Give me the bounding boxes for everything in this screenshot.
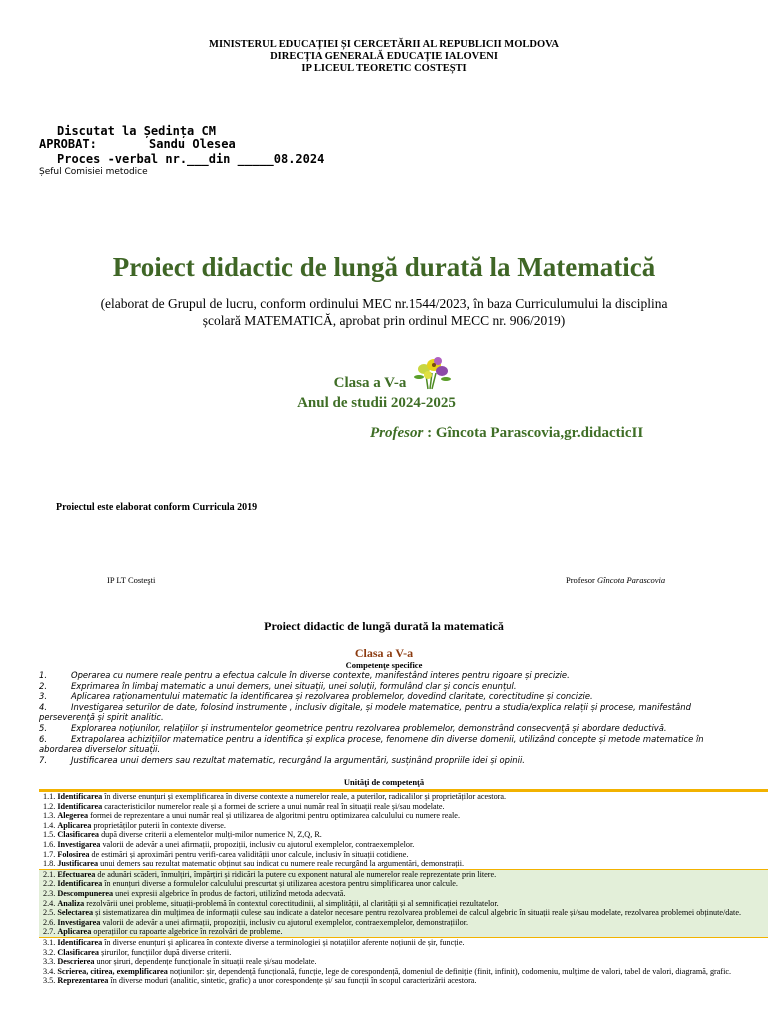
unit-verb: Descrierea — [57, 957, 95, 967]
unit-number: 2.1. — [43, 869, 58, 879]
unit-number: 1.3. — [43, 811, 58, 821]
table-row — [39, 802, 768, 812]
competence-number: 5. — [39, 722, 47, 733]
table-row — [39, 791, 768, 802]
unit-text: rezolvării unei probleme, situații-problemă în contextul corectitudinii, al simplității, al clarității și al semnificației rezultatelor. — [84, 898, 499, 908]
unit-number: 1.4. — [43, 820, 58, 830]
competence-item — [39, 670, 729, 681]
unit-text: de adunări scăderi, înmulțiri, împărțiri și ridicări la putere cu exponent natural ale numerelor reale reprezentate prin litere. — [95, 869, 497, 879]
unit-verb: Identificarea — [57, 879, 103, 889]
unit-cell — [39, 948, 768, 958]
unit-cell — [39, 802, 768, 812]
header-ministry: MINISTERUL EDUCAȚIEI ȘI CERCETĂRII AL REPUBLICII MOLDOVA — [209, 39, 559, 50]
unit-text: unei expresii algebrice în produs de factori, utilizînd metoda adecvată. — [113, 888, 346, 898]
unit-number: 3.2. — [43, 947, 58, 957]
unit-verb: Descompunerea — [57, 888, 114, 898]
unit-verb: Identificarea — [57, 937, 103, 947]
unit-number: 1.6. — [43, 839, 58, 849]
unit-cell — [39, 927, 768, 937]
table-row — [39, 811, 768, 821]
table-row — [39, 918, 768, 928]
table-row — [39, 927, 768, 937]
competence-item — [39, 702, 729, 723]
unit-cell — [39, 869, 768, 879]
unit-verb: Alegerea — [57, 811, 89, 821]
teacher-label: Profesor — [370, 425, 424, 441]
table-row — [39, 869, 768, 879]
unit-text: în diverse moduri (analitic, sintetic, grafic) a unor corespondențe și/ sau funcții în scopul caracterizării acestora. — [108, 976, 477, 986]
unit-verb: Clasificarea — [57, 947, 100, 957]
competence-item — [39, 734, 729, 755]
header-directorate: DIRECȚIA GENERALĂ EDUCAȚIE IALOVENI — [270, 51, 498, 62]
unit-cell — [39, 850, 768, 860]
unit-verb: Efectuarea — [57, 869, 96, 879]
unit-text: valorii de adevăr a unei afirmații, propoziții, inclusiv cu ajutorul exemplelor, contraexemplelor, demonstrațiilor. — [100, 917, 469, 927]
section-class: Clasa a V-a — [354, 646, 414, 660]
competence-item — [39, 691, 729, 702]
unit-cell — [39, 811, 768, 821]
teacher-signature-name: Gîncota Parascovia — [596, 575, 666, 585]
unit-cell — [39, 840, 768, 850]
unit-verb: Clasificarea — [57, 830, 100, 840]
unit-verb: Folosirea — [57, 849, 90, 859]
competences-list — [39, 670, 729, 765]
class-label: Clasa a V-a — [333, 375, 407, 391]
unit-cell — [39, 830, 768, 840]
unit-cell — [39, 879, 768, 889]
approval-approved-name: Sandu Olesea — [149, 137, 236, 151]
unit-number: 3.4. — [43, 966, 58, 976]
table-row — [39, 967, 768, 977]
unit-cell — [39, 967, 768, 977]
competence-item — [39, 755, 729, 766]
unit-verb: Justificarea — [57, 859, 99, 869]
unit-cell — [39, 889, 768, 899]
table-row — [39, 899, 768, 909]
unit-verb: Scrierea, citirea, exemplificarea — [57, 966, 168, 976]
table-row — [39, 859, 768, 869]
unit-text: în diverse enunțuri și aplicarea în contexte diverse a terminologiei și notațiilor aferente noțiunii de șir, funcție. — [102, 937, 465, 947]
unit-number: 2.7. — [43, 927, 58, 937]
table-row — [39, 937, 768, 947]
competence-text: Aplicarea raționamentului matematic la identificarea și rezolvarea problemelor, dovedind claritate, corectitudine și concizie. — [71, 691, 593, 702]
unit-number: 1.7. — [43, 849, 58, 859]
competence-text: Extrapolarea achizițiilor matematice pentru a identifica și explica procese, fenomene din diverse domenii, utilizând concepte și metode matematice în abordarea diverselor situații. — [39, 733, 704, 755]
table-row — [39, 957, 768, 967]
unit-number: 1.1. — [43, 792, 58, 801]
unit-number: 3.3. — [43, 957, 58, 967]
unit-verb: Aplicarea — [57, 820, 92, 830]
unit-number: 3.5. — [43, 976, 58, 986]
unit-text: noțiunilor: șir, dependență funcțională, funcție, lege de corespondență, domeniul de definiție (finit, infinit), codomeniu, mulțime de valori, tabel de valori, diagramă, grafic. — [167, 966, 732, 976]
approval-discussed: Discutat la Ședința CM — [57, 124, 216, 138]
unit-verb: Reprezentarea — [57, 976, 109, 986]
competence-item — [39, 723, 729, 734]
approval-chair: Șeful Comisiei metodice — [39, 167, 148, 177]
competence-text: Operarea cu numere reale pentru a efectua calcule în diverse contexte, manifestând interes pentru rigoare și precizie. — [71, 670, 570, 680]
approval-approved-label: APROBAT: — [39, 137, 97, 151]
unit-text: operațiilor cu rapoarte algebrice în rezolvări de probleme. — [91, 927, 283, 937]
unit-text: unui demers sau rezultat matematic obținut sau indicat cu numere reale recurgând la argumentări, demonstrații. — [98, 859, 465, 869]
unit-verb: Investigarea — [57, 839, 101, 849]
approval-minutes: Proces -verbal nr.___din _____08.2024 — [57, 152, 325, 166]
unit-cell — [39, 957, 768, 967]
unit-cell — [39, 791, 768, 802]
competence-text: Justificarea unui demers sau rezultat matematic, recurgând la argumentări, susținând propriile idei și opinii. — [71, 754, 525, 765]
page-subtitle: (elaborat de Grupul de lucru, conform ordinului MEC nr.1544/2023, în baza Curriculumului la disciplina școlară MATEMATICĂ, aprobat prin ordinul MECC nr. 906/2019) — [100, 296, 668, 328]
teacher-line — [370, 425, 643, 442]
table-row — [39, 850, 768, 860]
competence-text: Explorarea noțiunilor, relațiilor și instrumentelor geometrice pentru rezolvarea problemelor, demonstrând consecvență și abordare deductivă. — [71, 722, 667, 733]
unit-number: 1.2. — [43, 801, 58, 811]
unit-text: proprietăților puterii în contexte diverse. — [91, 820, 226, 830]
units-table-wrap — [39, 789, 768, 986]
competence-number: 3. — [39, 691, 47, 702]
competence-number: 2. — [39, 680, 47, 691]
competence-text: Investigarea seturilor de date, folosind instrumente , inclusiv digitale, și modele matematice, pentru a studia/explica relații și procese, manifestând perseverență și spirit analitic. — [39, 701, 691, 723]
competence-item — [39, 681, 729, 692]
unit-number: 2.5. — [43, 908, 58, 918]
curriculum-note: Proiectul este elaborat conform Curricula 2019 — [56, 502, 258, 513]
unit-number: 1.5. — [43, 830, 58, 840]
unit-number: 2.2. — [43, 879, 58, 889]
unit-verb: Identificarea — [57, 801, 103, 811]
unit-number: 2.4. — [43, 898, 58, 908]
competence-number: 7. — [39, 754, 47, 765]
unit-text: în diverse enunțuri și exemplificarea în diverse contexte a numerelor reale, a puterilor, radicalilor și proprietăților acestora. — [102, 792, 507, 801]
unit-text: în enunțuri diverse a formulelor calculului prescurtat și utilizarea acestora pentru simplificarea unor calcule. — [102, 879, 458, 889]
table-row — [39, 821, 768, 831]
competence-number: 1. — [39, 670, 47, 680]
table-row — [39, 879, 768, 889]
teacher-name: Gîncota Parascovia,gr.didacticII — [435, 425, 644, 441]
unit-text: de estimări și aproximări pentru verifi-carea validității unor calcule, inclusiv în situații cotidiene. — [89, 849, 409, 859]
unit-verb: Aplicarea — [57, 927, 92, 937]
table-row — [39, 840, 768, 850]
units-title: Unităţi de competenţă — [343, 777, 425, 787]
unit-verb: Selectarea — [57, 908, 94, 918]
teacher-sep: : — [423, 425, 436, 441]
unit-text: valorii de adevăr a unei afirmații, propoziții, inclusiv cu ajutorul exemplelor, contraexemplelor. — [100, 839, 415, 849]
unit-cell — [39, 821, 768, 831]
school-short-name: IP LT Costeşti — [107, 575, 156, 585]
teacher-signature-prefix: Profesor — [566, 575, 597, 585]
unit-verb: Investigarea — [57, 917, 101, 927]
unit-text: caracteristicilor numerelor reale și a formei de scriere a unui număr real în situații reale și/sau modelate. — [102, 801, 445, 811]
section-title: Proiect didactic de lungă durată la matematică — [264, 619, 504, 633]
unit-verb: Analiza — [57, 898, 85, 908]
units-table — [39, 789, 768, 986]
unit-text: formei de reprezentare a unui număr real și utilizarea de algoritmi pentru optimizarea calculului cu numere reale. — [88, 811, 460, 821]
unit-number: 2.6. — [43, 917, 58, 927]
table-row — [39, 889, 768, 899]
competence-text: Exprimarea în limbaj matematic a unui demers, unei situații, unei soluții, formulând clar și concis enunțul. — [71, 680, 517, 691]
table-row — [39, 976, 768, 986]
unit-text: șirurilor, funcțiilor după diverse criterii. — [99, 947, 232, 957]
unit-cell — [39, 908, 768, 918]
competence-number: 6. — [39, 733, 47, 744]
unit-text: unor șiruri, dependențe funcționale în situații reale și/sau modelate. — [94, 957, 317, 967]
table-row — [39, 908, 768, 918]
unit-cell — [39, 976, 768, 986]
unit-cell — [39, 937, 768, 947]
unit-text: după diverse criterii a elementelor mulți-milor numerice N, Z,Q, R. — [99, 830, 322, 840]
unit-cell — [39, 859, 768, 869]
unit-cell — [39, 899, 768, 909]
teacher-signature — [566, 575, 665, 585]
flower-bouquet-icon — [410, 355, 454, 391]
table-row — [39, 830, 768, 840]
competences-title: Competenţe specifice — [345, 660, 423, 670]
page-title: Proiect didactic de lungă durată la Matematică — [112, 252, 656, 282]
unit-verb: Identificarea — [57, 792, 103, 801]
table-row — [39, 948, 768, 958]
school-year: Anul de studii 2024-2025 — [297, 395, 456, 411]
unit-number: 1.8. — [43, 859, 58, 869]
unit-text: și sistematizarea din mulțimea de informații culese sau indicate a datelor necesare pentru rezolvarea problemei de calcul algebric în situații reale și/sau modelate, rezolvarea problemei obținute/date. — [93, 908, 741, 918]
header-school: IP LICEUL TEORETIC COSTEȘTI — [301, 63, 467, 74]
unit-cell — [39, 918, 768, 928]
unit-number: 2.3. — [43, 888, 58, 898]
competence-number: 4. — [39, 701, 47, 712]
unit-number: 3.1. — [43, 937, 58, 947]
